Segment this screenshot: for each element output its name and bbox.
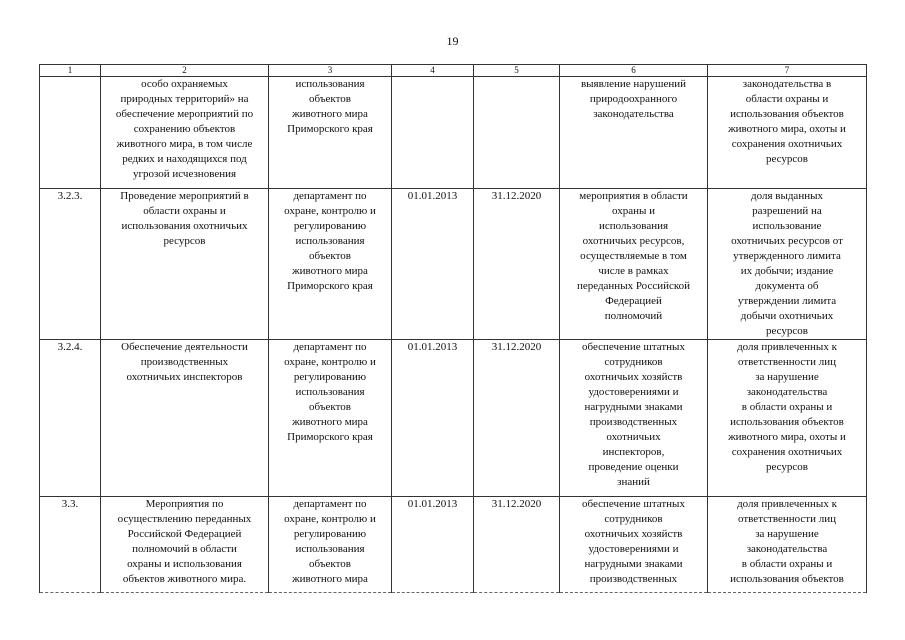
indicator-line: охотничьих ресурсов от [731,235,843,247]
indicator-line: ответственности лиц [738,513,836,525]
expected-result-line: переданных Российской [576,280,691,292]
expected-result-line: удостоверениями и [588,386,679,398]
executor-line: использования [295,235,365,247]
expected-result-line: инспекторов, [602,446,665,458]
indicator-cell [708,340,867,497]
executor-line: животного мира [292,108,368,120]
start-date-cell [392,77,474,189]
column-number: 7 [708,65,867,77]
expected-result-line: полномочий [604,310,663,322]
expected-result-line: производственных [589,573,678,585]
expected-result-line: проведение оценки [588,461,679,473]
executor-line: охране, контролю и [284,205,376,217]
end-date-text: 31.12.2020 [491,341,542,353]
expected-result-cell [560,189,708,340]
indicator-line: законодательства [746,386,828,398]
expected-result-line: использования [598,220,669,232]
indicator-line: разрешений на [752,205,822,217]
indicator-line: использование [752,220,822,232]
table-row [40,497,867,593]
column-number: 1 [40,65,101,77]
measure-name-line: использования охотничьих [121,220,248,232]
indicator-line: сохранения охотничьих [731,138,843,150]
measure-name-line: животного мира, в том числе [116,138,253,150]
executor-line: охране, контролю и [284,356,376,368]
indicator-line: в области охраны и [741,558,833,570]
indicator-line: добычи охотничьих [740,310,834,322]
column-number-row [40,65,867,77]
measure-number-cell [40,340,101,497]
executor-line: использования [295,543,365,555]
executor-line: объектов [309,401,351,413]
indicator-line: животного мира, охоты и [728,431,846,443]
measure-name-line: осуществлению переданных [117,513,252,525]
measure-name-line: Проведение мероприятий в [120,190,249,202]
measure-name-line: обеспечение мероприятий по [115,108,254,120]
executor-line: регулированию [293,220,367,232]
indicator-line: животного мира, охоты и [728,123,846,135]
measure-name-line: Обеспечение деятельности [121,341,248,353]
indicator-line: использования объектов [730,416,844,428]
executor-line: животного мира [292,265,368,277]
expected-result-line: охотничьих [606,431,661,443]
indicator-cell [708,77,867,189]
measure-number-text: 3.3. [61,498,79,510]
indicator-line: в области охраны и [741,401,833,413]
indicator-line: доля привлеченных к [737,341,837,353]
measure-number-text: 3.2.4. [57,341,83,353]
table-row [40,340,867,497]
executor-cell [269,189,392,340]
executor-line: использования [295,78,365,90]
indicator-line: законодательства [746,543,828,555]
page-number: 19 [446,34,459,48]
executor-line: использования [295,386,365,398]
executor-line: объектов [309,93,351,105]
measure-name-line: Российской Федерацией [127,528,242,540]
indicator-line: использования объектов [730,573,844,585]
expected-result-line: охраны и [611,205,656,217]
measure-name-line: охраны и использования [127,558,242,570]
table-row [40,189,867,340]
indicator-line: сохранения охотничьих [731,446,843,458]
column-number: 5 [474,65,560,77]
end-date-cell [474,497,560,593]
measure-name-line: производственных [140,356,229,368]
measure-name-line: сохранению объектов [133,123,236,135]
indicator-line: ресурсов [766,461,808,473]
expected-result-line: нагрудными знаками [584,558,683,570]
indicator-cell [708,189,867,340]
expected-result-line: сотрудников [604,513,663,525]
indicator-cell [708,497,867,593]
executor-cell [269,77,392,189]
expected-result-line: охотничьих ресурсов, [582,235,685,247]
column-number: 3 [269,65,392,77]
executor-line: регулированию [293,371,367,383]
indicator-line: документа об [755,280,819,292]
end-date-text: 31.12.2020 [491,190,542,202]
executor-cell [269,340,392,497]
indicator-line: за нарушение [755,528,819,540]
executor-line: департамент по [293,190,367,202]
measure-number-text: 3.2.3. [57,190,83,202]
executor-line: департамент по [293,341,367,353]
executor-line: Приморского края [287,280,373,292]
indicator-line: доля привлеченных к [737,498,837,510]
measure-name-line: полномочий в области [132,543,237,555]
executor-cell [269,497,392,593]
indicator-line: ресурсов [766,153,808,165]
expected-result-line: осуществляемые в том [580,250,687,262]
program-table [39,64,867,593]
executor-line: животного мира [292,573,368,585]
indicator-line: за нарушение [755,371,819,383]
expected-result-line: нагрудными знаками [584,401,683,413]
indicator-line: ресурсов [766,325,808,337]
start-date-cell [392,340,474,497]
measure-name-line: ресурсов [163,235,206,247]
measure-name-line: области охраны и [143,205,226,217]
executor-line: животного мира [292,416,368,428]
indicator-line: области охраны и [745,93,829,105]
indicator-line: их добычи; издание [740,265,834,277]
measure-name-cell [101,189,269,340]
column-number: 2 [101,65,269,77]
measure-name-line: угрозой исчезновения [132,168,237,180]
expected-result-cell [560,340,708,497]
measure-number-cell [40,497,101,593]
measure-name-line: охотничьих инспекторов [126,371,243,383]
measure-number-cell [40,189,101,340]
expected-result-line: Федерацией [605,295,662,307]
indicator-line: ответственности лиц [738,356,836,368]
column-number: 4 [392,65,474,77]
executor-line: Приморского края [287,431,373,443]
measure-name-line: Мероприятия по [145,498,224,510]
measure-name-line: особо охраняемых [141,78,228,90]
expected-result-line: охотничьих хозяйств [584,371,683,383]
executor-line: охране, контролю и [284,513,376,525]
end-date-cell [474,77,560,189]
column-number: 6 [560,65,708,77]
executor-line: Приморского края [287,123,373,135]
start-date-text: 01.01.2013 [407,498,458,510]
start-date-cell [392,497,474,593]
executor-line: объектов [309,558,351,570]
indicator-line: законодательства в [742,78,832,90]
expected-result-line: сотрудников [604,356,663,368]
expected-result-line: обеспечение штатных [582,341,685,353]
executor-line: объектов [309,250,351,262]
executor-line: департамент по [293,498,367,510]
expected-result-line: природоохранного [589,93,678,105]
table-row [40,77,867,189]
end-date-cell [474,340,560,497]
expected-result-line: мероприятия в области [579,190,688,202]
indicator-line: утверждении лимита [737,295,837,307]
expected-result-line: знаний [617,476,650,488]
expected-result-cell [560,77,708,189]
start-date-text: 01.01.2013 [407,341,458,353]
expected-result-line: производственных [589,416,678,428]
expected-result-line: обеспечение штатных [582,498,685,510]
start-date-cell [392,189,474,340]
expected-result-cell [560,497,708,593]
measure-name-cell [101,497,269,593]
expected-result-line: законодательства [593,108,674,120]
indicator-line: доля выданных [751,190,823,202]
measure-name-line: объектов животного мира. [122,573,247,585]
measure-name-line: редких и находящихся под [122,153,247,165]
end-date-cell [474,189,560,340]
executor-line: регулированию [293,528,367,540]
measure-number-cell [40,77,101,189]
measure-name-cell [101,340,269,497]
expected-result-line: выявление нарушений [580,78,687,90]
indicator-line: утвержденного лимита [733,250,841,262]
expected-result-line: охотничьих хозяйств [584,528,683,540]
end-date-text: 31.12.2020 [491,498,542,510]
indicator-line: использования объектов [730,108,844,120]
measure-name-cell [101,77,269,189]
start-date-text: 01.01.2013 [407,190,458,202]
expected-result-line: удостоверениями и [588,543,679,555]
measure-name-line: природных территорий» на [120,93,249,105]
expected-result-line: числе в рамках [598,265,669,277]
